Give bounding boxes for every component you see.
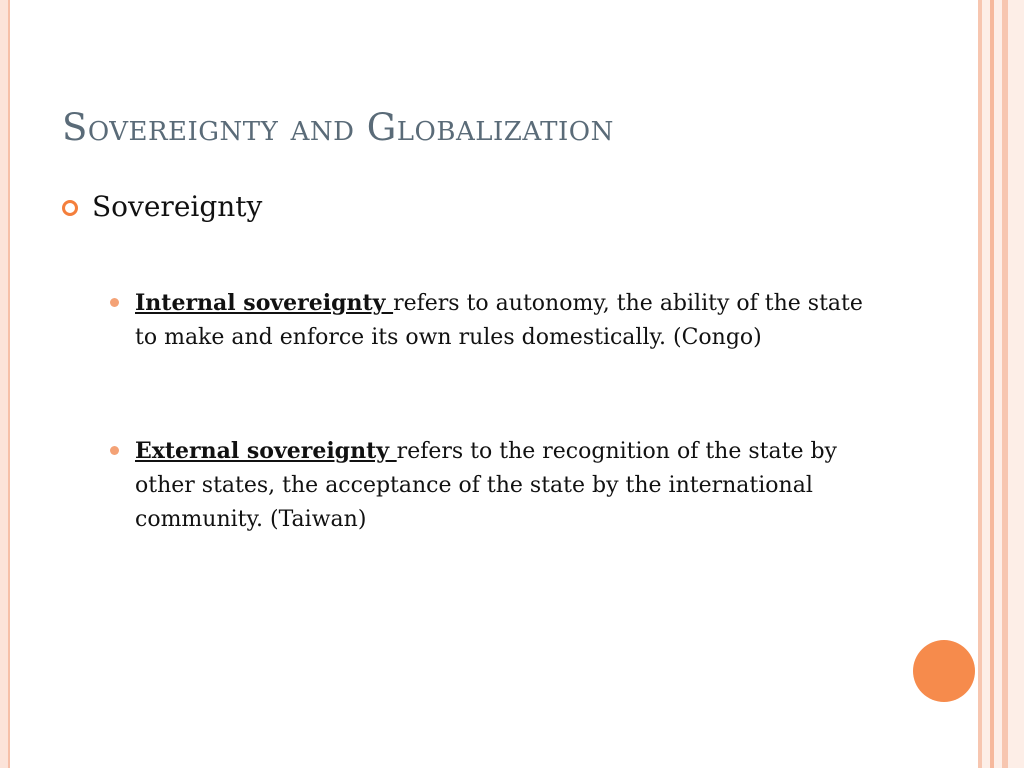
term-label: Internal sovereignty bbox=[135, 290, 394, 316]
bullet-label: Sovereignty bbox=[92, 190, 263, 223]
subitem-text bbox=[135, 286, 870, 355]
right-border-stripe bbox=[1008, 0, 1024, 768]
subitem-external-sovereignty bbox=[110, 434, 870, 537]
right-border-stripe bbox=[994, 0, 1002, 768]
decorative-circle bbox=[913, 640, 975, 702]
subitem-text bbox=[135, 434, 870, 537]
left-border bbox=[0, 0, 10, 768]
term-label: External sovereignty bbox=[135, 438, 397, 464]
dot-bullet-icon bbox=[110, 298, 119, 307]
definition-text: refers to the recognition of the state by other states, the acceptance of the state by the international community. (Taiwan) bbox=[135, 439, 837, 532]
bullet-sovereignty bbox=[62, 190, 262, 223]
right-border-stripe bbox=[982, 0, 990, 768]
subitem-internal-sovereignty bbox=[110, 286, 870, 355]
dot-bullet-icon bbox=[110, 446, 119, 455]
slide-title: Sovereignty and Globalization bbox=[62, 106, 614, 149]
ring-bullet-icon bbox=[62, 200, 78, 216]
definition-text: refers to autonomy, the ability of the state to make and enforce its own rules domestically. (Congo) bbox=[135, 291, 863, 350]
